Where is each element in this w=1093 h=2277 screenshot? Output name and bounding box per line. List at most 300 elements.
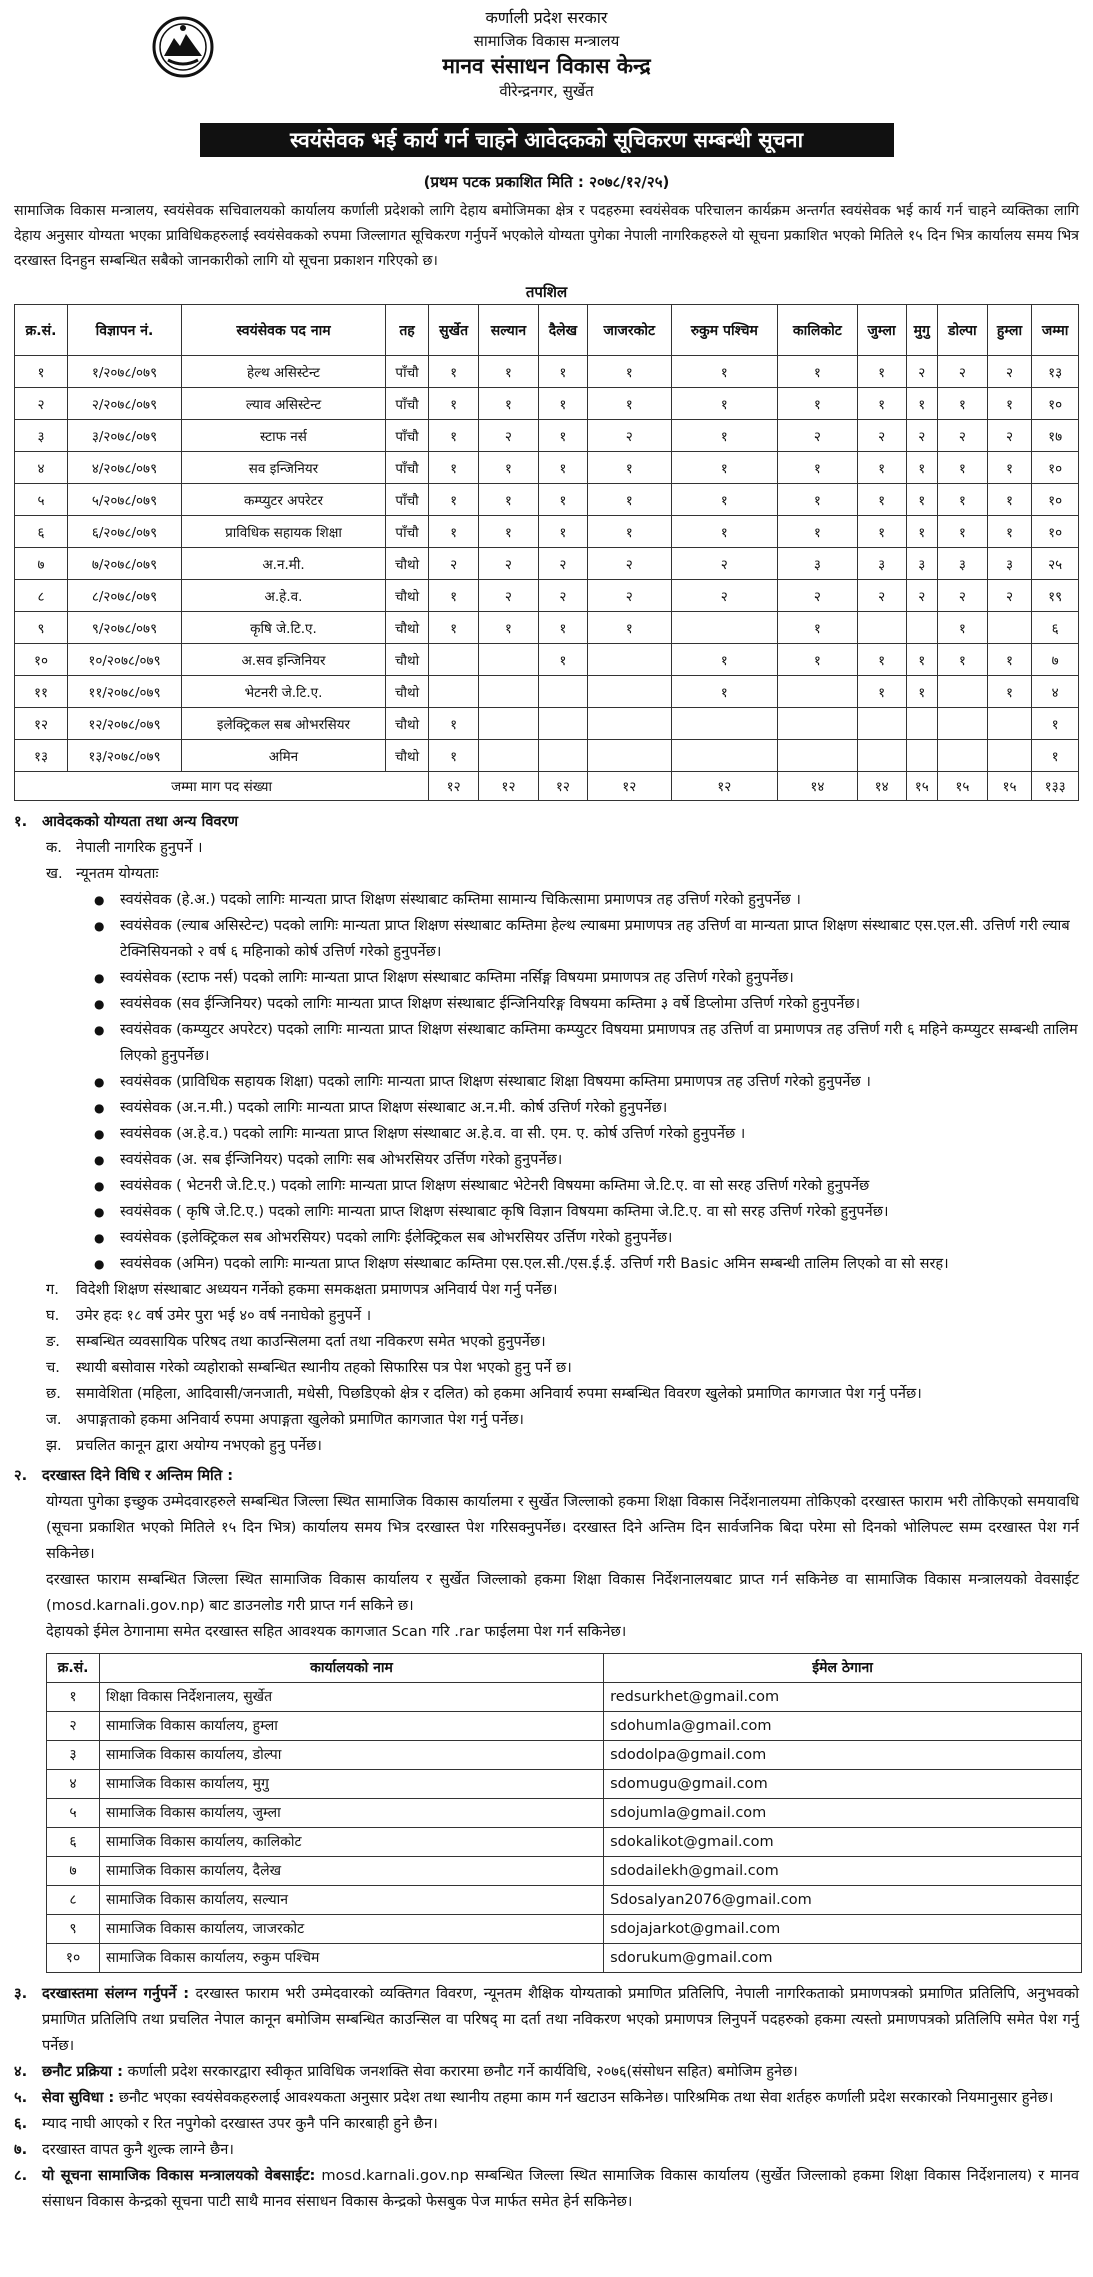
table-cell: ४ [47, 1770, 100, 1799]
office-address: वीरेन्द्रनगर, सुर्खेत [499, 82, 594, 100]
table-cell: १ [906, 484, 937, 516]
total-cell: १२ [671, 772, 778, 801]
list-item [14, 1303, 1079, 1329]
email-table [46, 1653, 1082, 1973]
posts-table-header-cell: जुम्ला [857, 305, 906, 356]
section-title: आवेदकको योग्यता तथा अन्य विवरण [42, 813, 239, 830]
total-cell: १५ [987, 772, 1032, 801]
table-cell: १ [588, 484, 671, 516]
table-cell: ६ [47, 1828, 100, 1857]
table-cell: २५ [1032, 548, 1079, 580]
table-cell: १ [538, 420, 587, 452]
section-attachments [14, 1981, 1079, 2215]
table-cell [937, 676, 987, 708]
item-key: ज. [46, 1411, 62, 1428]
table-cell: १ [588, 356, 671, 388]
table-cell: २ [937, 420, 987, 452]
table-cell: २ [15, 388, 68, 420]
application-paragraph: योग्यता पुगेका इच्छुक उम्मेदवारहरुले सम्बन्धित जिल्ला स्थित सामाजिक विकास कार्यालमा र सुर्खेत जिल्लाको हकमा शिक्षा विकास निर्देशनालयमा तोकिएको दरखास्त फाराम भरी तोकिएको समयावधि (सूचना प्रकाशित भएको मितिले १५ दिन भित्र) कार्यालय समय भित्र दरखास्त पेश गरिसक्नुपर्नेछ। दरखास्त दिने अन्तिम दिन सार्वजनिक बिदा परेमा सो दिनको भोलिपल्ट सम्म दरखास्त पेश गर्न सकिनेछ। [46, 1493, 1079, 1562]
table-cell: १ [857, 452, 906, 484]
item-text: सम्बन्धित व्यवसायिक परिषद तथा काउन्सिलमा दर्ता तथा नविकरण समेत भएको हुनुपर्नेछ। [76, 1333, 546, 1350]
table-cell: १ [906, 644, 937, 676]
bullet-icon: ● [94, 997, 105, 1011]
table-cell: पाँचौ [385, 516, 428, 548]
table-total-row [15, 772, 1079, 801]
table-cell: ११ [15, 676, 68, 708]
table-cell: १ [429, 740, 479, 772]
list-item [14, 1199, 1079, 1225]
section-title: दरखास्त दिने विधि र अन्तिम मिति : [42, 1467, 234, 1484]
posts-table-header-cell: जम्मा [1032, 305, 1079, 356]
section-text: म्याद नाघी आएको र रित नपुगेको दरखास्त उपर कुनै पनि कारबाही हुने छैन। [42, 2115, 438, 2132]
table-cell: २ [479, 580, 539, 612]
table-cell: २ [987, 420, 1032, 452]
section-application [14, 1463, 1079, 1973]
table-cell [937, 740, 987, 772]
table-cell [937, 708, 987, 740]
table-row [47, 1915, 1082, 1944]
office-name-cell: शिक्षा विकास निर्देशनालय, सुर्खेत [100, 1683, 604, 1712]
table-cell: १ [1032, 708, 1079, 740]
list-item-text: स्वयंसेवक (हे.अ.) पदको लागिः मान्यता प्राप्त शिक्षण संस्थाबाट कम्तिमा सामान्य चिकित्सामा प्रमाणपत्र तह उत्तिर्ण गरेको हुनुपर्नेछ । [120, 891, 801, 908]
item-key: ख. [46, 865, 63, 882]
posts-table-header-cell: स्वयंसेवक पद नाम [182, 305, 386, 356]
bullet-icon: ● [94, 1231, 105, 1245]
bullet-icon: ● [94, 893, 105, 907]
bullet-icon: ● [94, 971, 105, 985]
table-cell: १३ [1032, 356, 1079, 388]
table-cell: २ [987, 580, 1032, 612]
table-cell: १ [479, 452, 539, 484]
list-item-text: स्वयंसेवक (अमिन) पदको लागिः मान्यता प्राप्त शिक्षण संस्थाबाट कम्तिमा एस.एल.सी./एस.ई.ई. उत्तिर्ण गरी Basic अमिन सम्बन्धी तालिम लिएको वा सो सरह। [120, 1255, 949, 1272]
other-requirements [14, 1277, 1079, 1459]
section-number: ७. [14, 2141, 28, 2158]
list-item-text: स्वयंसेवक (प्राविधिक सहायक शिक्षा) पदको लागिः मान्यता प्राप्त शिक्षण संस्थाबाट शिक्षा विषयमा कम्तिमा प्रमाणपत्र तह उत्तिर्ण गरेको हुनुपर्नेछ । [120, 1073, 871, 1090]
list-item-text: स्वयंसेवक (ल्याब असिस्टेन्ट) पदको लागिः मान्यता प्राप्त शिक्षण संस्थाबाट कम्तिमा हेल्थ ल्याबमा प्रमाणपत्र तह उत्तिर्ण वा मान्यता प्राप्त शिक्षण संस्थाबाट एस.एल.सी. उत्तिर्ण गरी ल्याब टेक्निसियनको २ वर्ष ६ महिनाको कोर्ष उत्तिर्ण गरेको हुनुपर्नेछ। [120, 917, 1070, 960]
table-row [15, 740, 1079, 772]
section-title: दरखास्तमा संलग्न गर्नुपर्ने : [42, 1985, 190, 2002]
table-cell [588, 708, 671, 740]
table-cell: २/२०७८/०७९ [67, 388, 181, 420]
nepal-emblem-icon [152, 16, 214, 78]
table-row [47, 1683, 1082, 1712]
table-cell: २ [671, 580, 778, 612]
table-cell: २ [937, 356, 987, 388]
table-cell: हेल्थ असिस्टेन्ट [182, 356, 386, 388]
table-cell: २ [906, 580, 937, 612]
table-cell: १ [987, 516, 1032, 548]
item-text: नेपाली नागरिक हुनुपर्ने । [76, 839, 203, 856]
table-cell: १ [937, 484, 987, 516]
table-cell: २ [671, 548, 778, 580]
table-cell [778, 676, 858, 708]
office-name-cell: सामाजिक विकास कार्यालय, जाजरकोट [100, 1915, 604, 1944]
header [14, 6, 1079, 121]
bullet-icon: ● [94, 1023, 105, 1037]
application-paragraph: दरखास्त फाराम सम्बन्धित जिल्ला स्थित सामाजिक विकास कार्यालय र सुर्खेत जिल्लाको हकमा शिक्षा विकास निर्देशनालयबाट प्राप्त गर्न सकिनेछ वा सामाजिक विकास मन्त्रालयको वेवसाईट (mosd.karnali.gov.np) बाट डाउनलोड गरी प्राप्त गर्न सकिने छ। [46, 1571, 1079, 1614]
total-label: जम्मा माग पद संख्या [15, 772, 429, 801]
email-cell[interactable]: redsurkhet@gmail.com [604, 1683, 1082, 1712]
website-link[interactable]: mosd.karnali.gov.np सम्बन्धित जिल्ला स्थित सामाजिक विकास कार्यालय (सुर्खेत जिल्लाको हकमा शिक्षा विकास निर्देशनालय) र मानव संसाधन विकास केन्द्रको सूचना पाटी साथै मानव संसाधन विकास केन्द्रको फेसबुक पेज मार्फत समेत हेर्न सकिनेछ। [42, 2167, 1080, 2210]
posts-table-header-cell: दैलेख [538, 305, 587, 356]
table-cell: १० [1032, 484, 1079, 516]
table-row [15, 452, 1079, 484]
list-item [14, 1121, 1079, 1147]
item-key: ङ. [46, 1333, 60, 1350]
table-cell: १ [479, 388, 539, 420]
list-item-text: स्वयंसेवक (अ. सब ईन्जिनियर) पदको लागिः सब ओभरसियर उर्त्तिण गरेको हुनुपर्नेछ। [120, 1151, 563, 1168]
posts-table-header [15, 305, 1079, 356]
item-text: समावेशिता (महिला, आदिवासी/जनजाती, मधेसी, पिछडिएको क्षेत्र र दलित) को हकमा अनिवार्य रुपमा सम्बन्धित विवरण खुलेको प्रमाणित कागजात पेश गर्नु पर्नेछ। [76, 1385, 922, 1402]
table-cell [778, 708, 858, 740]
table-cell: १ [987, 452, 1032, 484]
table-cell: १ [906, 516, 937, 548]
table-cell: १ [906, 388, 937, 420]
table-row [15, 644, 1079, 676]
table-cell: १ [538, 644, 587, 676]
email-cell[interactable]: sdomugu@gmail.com [604, 1770, 1082, 1799]
table-cell: २ [778, 580, 858, 612]
table-cell [479, 740, 539, 772]
section-number: ३. [14, 1985, 28, 2002]
table-cell [778, 740, 858, 772]
table-cell [671, 740, 778, 772]
table-cell: १ [937, 452, 987, 484]
table-cell: २ [538, 548, 587, 580]
list-item [14, 913, 1079, 965]
total-cell: १२ [429, 772, 479, 801]
table-cell: ३ [857, 548, 906, 580]
table-cell: १ [906, 452, 937, 484]
table-cell: २ [937, 580, 987, 612]
table-cell: १ [538, 516, 587, 548]
table-cell: १ [937, 612, 987, 644]
section-title: छनौट प्रक्रिया : [42, 2063, 123, 2080]
table-cell: २ [906, 420, 937, 452]
table-cell [479, 708, 539, 740]
table-cell: १ [857, 356, 906, 388]
list-item [14, 1355, 1079, 1381]
table-cell [987, 740, 1032, 772]
table-cell: १२/२०७८/०७९ [67, 708, 181, 740]
bullet-icon: ● [94, 1127, 105, 1141]
table-row [15, 356, 1079, 388]
table-cell: १ [937, 388, 987, 420]
office-name-cell: सामाजिक विकास कार्यालय, मुगु [100, 1770, 604, 1799]
notice-title: स्वयंसेवक भई कार्य गर्न चाहने आवेदकको सूचिकरण सम्बन्धी सूचना [200, 123, 894, 157]
email-cell[interactable]: sdojajarkot@gmail.com [604, 1915, 1082, 1944]
table-cell: ६ [1032, 612, 1079, 644]
posts-table-header-cell: डोल्पा [937, 305, 987, 356]
list-item [14, 1407, 1079, 1433]
item-key: छ. [46, 1385, 61, 1402]
email-cell[interactable]: Sdosalyan2076@gmail.com [604, 1886, 1082, 1915]
total-cell: १५ [937, 772, 987, 801]
table-cell: १ [857, 484, 906, 516]
table-cell: २ [778, 420, 858, 452]
email-cell[interactable]: sdohumla@gmail.com [604, 1712, 1082, 1741]
table-cell: १ [671, 676, 778, 708]
table-cell: १ [429, 452, 479, 484]
total-cell: १४ [857, 772, 906, 801]
total-cell: १२ [479, 772, 539, 801]
list-item [14, 1329, 1079, 1355]
table-cell [906, 612, 937, 644]
table-row [47, 1799, 1082, 1828]
table-cell: चौथो [385, 708, 428, 740]
total-cell: १२ [538, 772, 587, 801]
bullet-icon: ● [94, 1205, 105, 1219]
table-row [15, 580, 1079, 612]
bullet-icon: ● [94, 1257, 105, 1271]
table-cell [538, 708, 587, 740]
table-cell: ६/२०७८/०७९ [67, 516, 181, 548]
table-cell: २ [857, 580, 906, 612]
table-cell: १ [538, 388, 587, 420]
table-cell [906, 740, 937, 772]
table-cell: २ [588, 580, 671, 612]
list-item-text: स्वयंसेवक ( भेटनरी जे.टि.ए.) पदको लागिः मान्यता प्राप्त शिक्षण संस्थाबाट भेटेनरी विषयमा कम्तिमा जे.टि.ए. वा सो सरह उत्तिर्ण गरेको हुनुपर्नेछ [120, 1177, 870, 1194]
table-cell: २ [479, 548, 539, 580]
table-cell: २ [479, 420, 539, 452]
table-cell: १ [671, 356, 778, 388]
table-cell: १ [588, 388, 671, 420]
table-cell: २ [857, 420, 906, 452]
table-cell: ४/२०७८/०७९ [67, 452, 181, 484]
table-cell: १३/२०७८/०७९ [67, 740, 181, 772]
table-cell: १ [429, 484, 479, 516]
posts-table-header-cell: विज्ञापन नं. [67, 305, 181, 356]
section-number: ६. [14, 2115, 28, 2132]
posts-table-header-cell: रुकुम पश्चिम [671, 305, 778, 356]
table-cell: २ [47, 1712, 100, 1741]
table-cell: १ [778, 356, 858, 388]
table-cell: स्टाफ नर्स [182, 420, 386, 452]
table-cell: ५ [15, 484, 68, 516]
list-item [14, 887, 1079, 913]
office-name-cell: सामाजिक विकास कार्यालय, जुम्ला [100, 1799, 604, 1828]
table-row [47, 1857, 1082, 1886]
bullet-icon: ● [94, 1075, 105, 1089]
list-item [14, 1069, 1079, 1095]
table-cell: १ [778, 388, 858, 420]
posts-table-header-cell: सल्यान [479, 305, 539, 356]
govt-name: कर्णाली प्रदेश सरकार [485, 8, 608, 27]
table-cell: १ [671, 484, 778, 516]
table-cell: चौथो [385, 612, 428, 644]
table-cell [906, 708, 937, 740]
table-cell [671, 708, 778, 740]
table-cell: १ [987, 676, 1032, 708]
table-row [47, 1944, 1082, 1973]
table-cell: १ [987, 644, 1032, 676]
table-cell: ५ [47, 1799, 100, 1828]
table-cell: १ [857, 676, 906, 708]
table-cell: अमिन [182, 740, 386, 772]
section-title: यो सूचना सामाजिक विकास मन्त्रालयको वेबसाईट: [42, 2167, 316, 2184]
section-title: सेवा सुविधा : [42, 2089, 115, 2106]
table-cell: १३ [15, 740, 68, 772]
table-cell: ४ [1032, 676, 1079, 708]
table-cell: १ [778, 644, 858, 676]
table-cell: १/२०७८/०७९ [67, 356, 181, 388]
table-cell [588, 740, 671, 772]
application-paragraph: देहायको ईमेल ठेगानामा समेत दरखास्त सहित आवश्यक कागजात Scan गरि .rar फाईलमा पेश गर्न सकिनेछ। [46, 1623, 627, 1640]
table-cell [538, 676, 587, 708]
posts-table-header-cell: हुम्ला [987, 305, 1032, 356]
table-cell: चौथो [385, 676, 428, 708]
list-item [14, 1147, 1079, 1173]
table-row [15, 484, 1079, 516]
table-cell: १ [429, 356, 479, 388]
table-cell: सव इन्जिनियर [182, 452, 386, 484]
intro-paragraph: सामाजिक विकास मन्त्रालय, स्वयंसेवक सचिवालयको कार्यालय कर्णाली प्रदेशको लागि देहाय बमोजिमका क्षेत्र र पदहरुमा स्वयंसेवक परिचालन कार्यक्रम अन्तर्गत स्वयंसेवक भई कार्य गर्न चाहने व्यक्तिका लागि देहाय अनुसार योग्यता भएका प्राविधिकहरुलाई स्वयंसेवकको रुपमा जिल्लागत सूचिकरण गर्नुपर्ने भएकोले योग्यता पुगेका नेपाली नागरिकहरुले यो सूचना प्रकाशित भएको मितिले १५ दिन भित्र कार्यालय समय भित्र दरखास्त दिनहुन सम्बन्धित सबैको जानकारीको लागि यो सूचना प्रकाशन गरिएको छ। [14, 203, 1079, 269]
list-item-text: स्वयंसेवक (इलेक्ट्रिकल सब ओभरसियर) पदको लागिः ईलेक्ट्रिकल सब ओभरसियर उर्त्तिण गरेको हुनुपर्नेछ। [120, 1229, 673, 1246]
table-cell: अ.सव इन्जिनियर [182, 644, 386, 676]
section-number: ४. [14, 2063, 28, 2080]
item-key: घ. [46, 1307, 60, 1324]
table-cell [857, 708, 906, 740]
table-cell: १ [857, 388, 906, 420]
bullet-icon: ● [94, 1153, 105, 1167]
email-table-header: ईमेल ठेगाना [604, 1654, 1082, 1683]
list-item-text: स्वयंसेवक (अ.हे.व.) पदको लागिः मान्यता प्राप्त शिक्षण संस्थाबाट अ.हे.व. वा सी. एम. ए. कोर्ष उत्तिर्ण गरेको हुनुपर्नेछ । [120, 1125, 746, 1142]
table-cell: १ [671, 388, 778, 420]
table-cell: ३ [47, 1741, 100, 1770]
table-cell: १ [671, 516, 778, 548]
table-row [47, 1886, 1082, 1915]
office-name-cell: सामाजिक विकास कार्यालय, डोल्पा [100, 1741, 604, 1770]
table-cell [429, 676, 479, 708]
table-cell: १ [429, 388, 479, 420]
section-number: १. [14, 813, 28, 830]
table-cell: ३ [778, 548, 858, 580]
table-cell: १ [479, 484, 539, 516]
table-cell: ६ [15, 516, 68, 548]
table-row [15, 388, 1079, 420]
table-cell: इलेक्ट्रिकल सब ओभरसियर [182, 708, 386, 740]
list-item [14, 1225, 1079, 1251]
table-cell: ९/२०७८/०७९ [67, 612, 181, 644]
ministry-name: सामाजिक विकास मन्त्रालय [473, 32, 620, 50]
table-cell: १० [47, 1944, 100, 1973]
bullet-icon: ● [94, 1179, 105, 1193]
table-cell: १ [429, 580, 479, 612]
posts-table-header-cell: मुगु [906, 305, 937, 356]
table-row [15, 612, 1079, 644]
table-cell: ७ [1032, 644, 1079, 676]
table-title: तपशिल [525, 283, 568, 301]
table-cell: ७/२०७८/०७९ [67, 548, 181, 580]
table-row [15, 676, 1079, 708]
table-cell: १ [538, 484, 587, 516]
table-cell: पाँचौ [385, 388, 428, 420]
table-cell: १ [538, 356, 587, 388]
email-cell[interactable]: sdodailekh@gmail.com [604, 1857, 1082, 1886]
table-cell [538, 740, 587, 772]
table-cell [479, 676, 539, 708]
email-cell[interactable]: sdorukum@gmail.com [604, 1944, 1082, 1973]
posts-table [14, 304, 1079, 801]
email-cell[interactable]: sdojumla@gmail.com [604, 1799, 1082, 1828]
table-cell: १ [479, 612, 539, 644]
list-item-text: स्वयंसेवक (सव ईन्जिनियर) पदको लागिः मान्यता प्राप्त शिक्षण संस्थाबाट ईन्जिनियरिङ्ग विषयमा कम्तिमा ३ वर्षे डिप्लोमा उत्तिर्ण गरेको हुनुपर्नेछ। [120, 995, 861, 1012]
email-cell[interactable]: sdokalikot@gmail.com [604, 1828, 1082, 1857]
total-cell: १३३ [1032, 772, 1079, 801]
table-cell: २ [538, 580, 587, 612]
list-item [14, 1095, 1079, 1121]
table-cell: १ [671, 420, 778, 452]
posts-table-header-cell: जाजरकोट [588, 305, 671, 356]
list-item [14, 1381, 1079, 1407]
section-eligibility [14, 809, 1079, 1459]
table-cell: १० [1032, 452, 1079, 484]
email-table-header: कार्यालयको नाम [100, 1654, 604, 1683]
table-cell [671, 612, 778, 644]
list-item-text: स्वयंसेवक (अ.न.मी.) पदको लागिः मान्यता प्राप्त शिक्षण संस्थाबाट अ.न.मी. कोर्ष उत्तिर्ण गरेको हुनुपर्नेछ। [120, 1099, 668, 1116]
table-cell: १ [588, 452, 671, 484]
list-item-text: स्वयंसेवक ( कृषि जे.टि.ए.) पदको लागिः मान्यता प्राप्त शिक्षण संस्थाबाट कृषि विज्ञान विषयमा कम्तिमा जे.टि.ए. वा सो सरह उत्तिर्ण गरेको हुनुपर्नेछ। [120, 1203, 889, 1220]
office-name-cell: सामाजिक विकास कार्यालय, सल्यान [100, 1886, 604, 1915]
table-cell: १७ [1032, 420, 1079, 452]
table-cell: १ [588, 516, 671, 548]
table-cell: २ [588, 420, 671, 452]
total-cell: १४ [778, 772, 858, 801]
table-cell: १९ [1032, 580, 1079, 612]
table-cell: ल्याव असिस्टेन्ट [182, 388, 386, 420]
table-cell [429, 644, 479, 676]
table-cell: १ [1032, 740, 1079, 772]
table-cell: ३ [987, 548, 1032, 580]
email-cell[interactable]: sdodolpa@gmail.com [604, 1741, 1082, 1770]
table-cell: ४ [15, 452, 68, 484]
table-row [15, 420, 1079, 452]
table-row [47, 1712, 1082, 1741]
table-cell: २ [429, 548, 479, 580]
posts-table-header-cell: क्र.सं. [15, 305, 68, 356]
table-cell: चौथो [385, 740, 428, 772]
item-key: झ. [46, 1437, 62, 1454]
list-item [14, 991, 1079, 1017]
office-name: मानव संसाधन विकास केन्द्र [442, 54, 651, 78]
list-item-text: स्वयंसेवक (स्टाफ नर्स) पदको लागिः मान्यता प्राप्त शिक्षण संस्थाबाट कम्तिमा नर्सिङ्ग विषयमा प्रमाणपत्र तह उत्तिर्ण गरेको हुनुपर्नेछ। [120, 969, 794, 986]
item-text: प्रचलित कानून द्वारा अयोग्य नभएको हुनु पर्नेछ। [76, 1437, 322, 1454]
list-item [14, 1277, 1079, 1303]
table-cell: ७ [15, 548, 68, 580]
table-cell: १ [778, 612, 858, 644]
table-cell: १ [588, 612, 671, 644]
table-cell: १ [479, 356, 539, 388]
section-number: २. [14, 1467, 28, 1484]
table-cell: ५/२०७८/०७९ [67, 484, 181, 516]
table-cell: २ [906, 356, 937, 388]
posts-table-header-cell: सुर्खेत [429, 305, 479, 356]
table-cell: १ [987, 388, 1032, 420]
table-cell: चौथो [385, 548, 428, 580]
item-text: न्यूनतम योग्यताः [76, 865, 159, 882]
table-cell: १०/२०७८/०७९ [67, 644, 181, 676]
table-cell: २ [987, 356, 1032, 388]
table-cell: १ [47, 1683, 100, 1712]
table-cell: ३ [937, 548, 987, 580]
table-cell: अ.न.मी. [182, 548, 386, 580]
table-cell: ७ [47, 1857, 100, 1886]
table-row [15, 708, 1079, 740]
table-cell: पाँचौ [385, 356, 428, 388]
bullet-icon: ● [94, 1101, 105, 1115]
item-key: क. [46, 839, 62, 856]
qualification-list [14, 887, 1079, 1277]
